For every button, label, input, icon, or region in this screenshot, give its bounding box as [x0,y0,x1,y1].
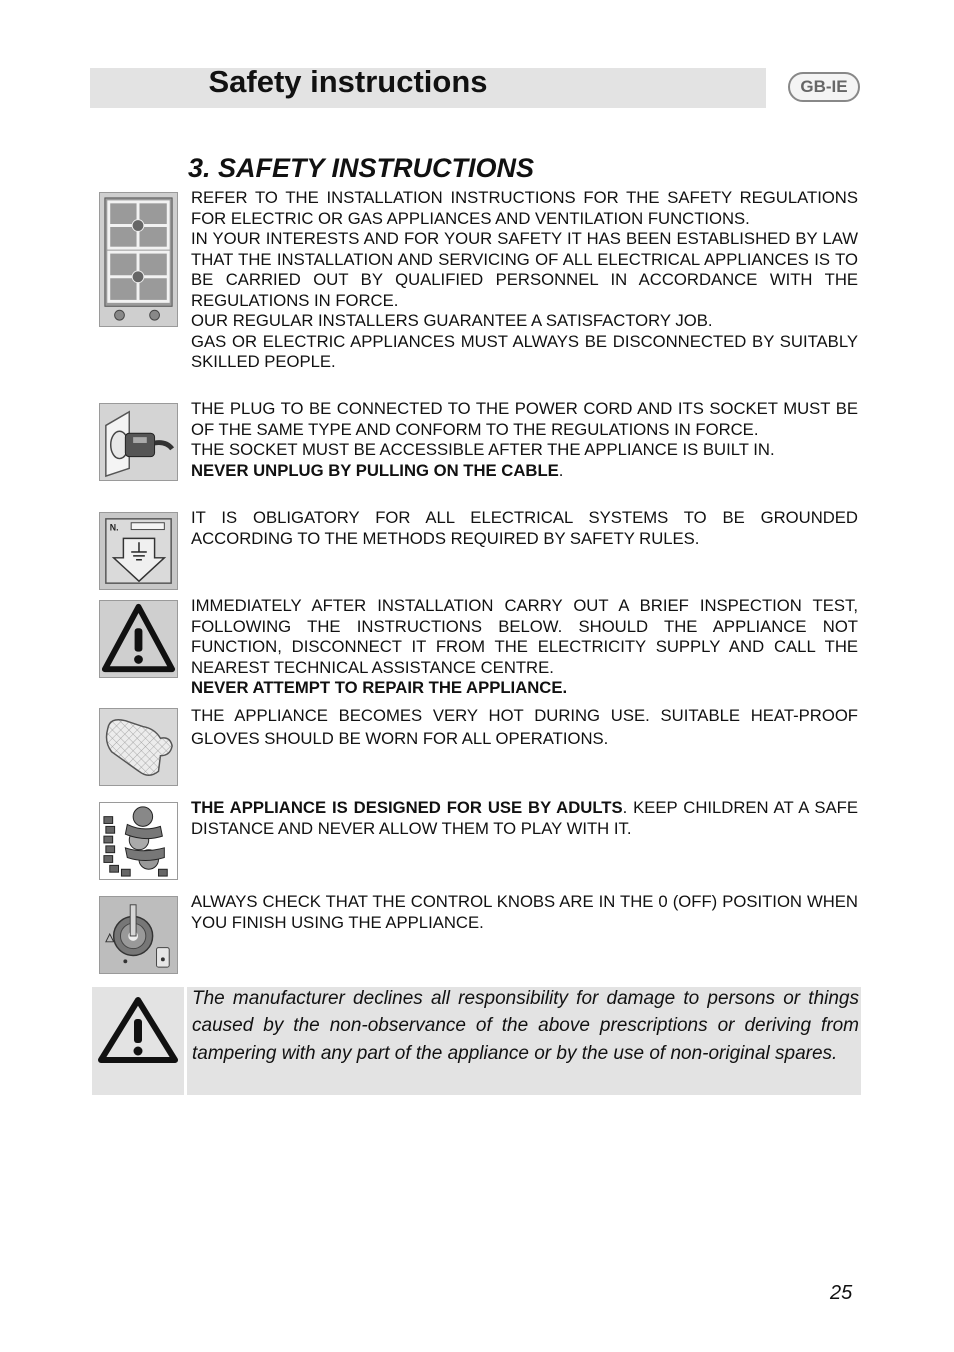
section-title: 3. SAFETY INSTRUCTIONS [188,153,535,183]
control-knob-icon [99,896,178,974]
warning-icon [99,600,178,678]
item-4-text [191,596,858,699]
item-7-text [191,892,858,933]
children-icon [99,802,178,880]
notice-text: The manufacturer declines all responsibility for damage to persons or things caused by the non-observance of the above prescriptions or deriving from tampering with any part of the appliance or by the use of non-original spares. [192,988,859,1064]
header-bar [90,64,766,108]
item-3-text [191,508,858,549]
ground-icon [99,512,178,590]
page-title: Safety instructions [208,64,488,99]
item-1-line-3: OUR REGULAR INSTALLERS GUARANTEE A SATISFACTORY JOB. [191,311,713,330]
item-1-text [191,188,858,373]
item-6-rest: . KEEP CHILDREN AT A SAFE DISTANCE AND NEVER ALLOW THEM TO PLAY WITH IT. [191,798,859,838]
hob-icon [99,192,178,327]
ground-icon-label: N. [109,522,119,533]
item-1-line-4: GAS OR ELECTRIC APPLIANCES MUST ALWAYS BE DISCONNECTED BY SUITABLY SKILLED PEOPLE. [191,331,858,371]
item-1-line-1: REFER TO THE INSTALLATION INSTRUCTIONS FOR THE SAFETY REGULATIONS FOR ELECTRIC OR GAS APPLIANCES AND VENTILATION FUNCTIONS. [191,188,858,228]
item-2-bold-suffix: . [558,460,564,480]
item-6-text [191,798,858,839]
page-number: 25 [830,1282,853,1304]
oven-glove-icon [99,708,178,786]
item-6-bold-lead: THE APPLIANCE IS DESIGNED FOR USE BY ADULTS [191,798,623,817]
item-2-line-2: THE SOCKET MUST BE ACCESSIBLE AFTER THE APPLIANCE IS BUILT IN. [191,440,775,459]
item-4-line-1: IMMEDIATELY AFTER INSTALLATION CARRY OUT A BRIEF INSPECTION TEST, FOLLOWING THE INSTRUCTIONS BELOW. SHOULD THE APPLIANCE NOT FUNCTION, DISCONNECT IT FROM THE ELECTRICITY SUPPLY AND CALL THE NEAREST TECHNICAL ASSISTANCE CENTRE. [191,596,858,677]
item-2-bold-line [191,461,858,482]
notice-divider [184,987,187,1095]
item-2-line-1: THE PLUG TO BE CONNECTED TO THE POWER CORD AND ITS SOCKET MUST BE OF THE SAME TYPE AND CONFORM TO THE REGULATIONS IN FORCE. [191,399,858,439]
item-1-line-2: IN YOUR INTERESTS AND FOR YOUR SAFETY IT HAS BEEN ESTABLISHED BY LAW THAT THE INSTALLATION AND SERVICING OF ALL ELECTRICAL APPLIANCES IS TO BE CARRIED OUT BY QUALIFIED PERSONNEL IN ACCORDANCE WITH THE REGULATIONS IN FORCE. [191,229,858,310]
item-4-bold: NEVER ATTEMPT TO REPAIR THE APPLIANCE. [191,678,568,697]
item-5-line-1: THE APPLIANCE BECOMES VERY HOT DURING USE. SUITABLE HEAT-PROOF GLOVES SHOULD BE WORN FOR ALL OPERATIONS. [191,706,858,748]
item-7-line-1: ALWAYS CHECK THAT THE CONTROL KNOBS ARE IN THE 0 (OFF) POSITION WHEN YOU FINISH USING THE APPLIANCE. [191,892,858,932]
item-6-line-1 [191,798,858,839]
item-3-line-1: IT IS OBLIGATORY FOR ALL ELECTRICAL SYSTEMS TO BE GROUNDED ACCORDING TO THE METHODS REQUIRED BY SAFETY RULES. [191,508,858,548]
item-5-text [191,704,858,750]
notice-warning-icon [97,994,179,1066]
item-2-bold: NEVER UNPLUG BY PULLING ON THE CABLE [191,460,559,480]
item-2-text [191,399,858,481]
plug-socket-icon [99,403,178,481]
language-badge: GB-IE [788,72,860,102]
